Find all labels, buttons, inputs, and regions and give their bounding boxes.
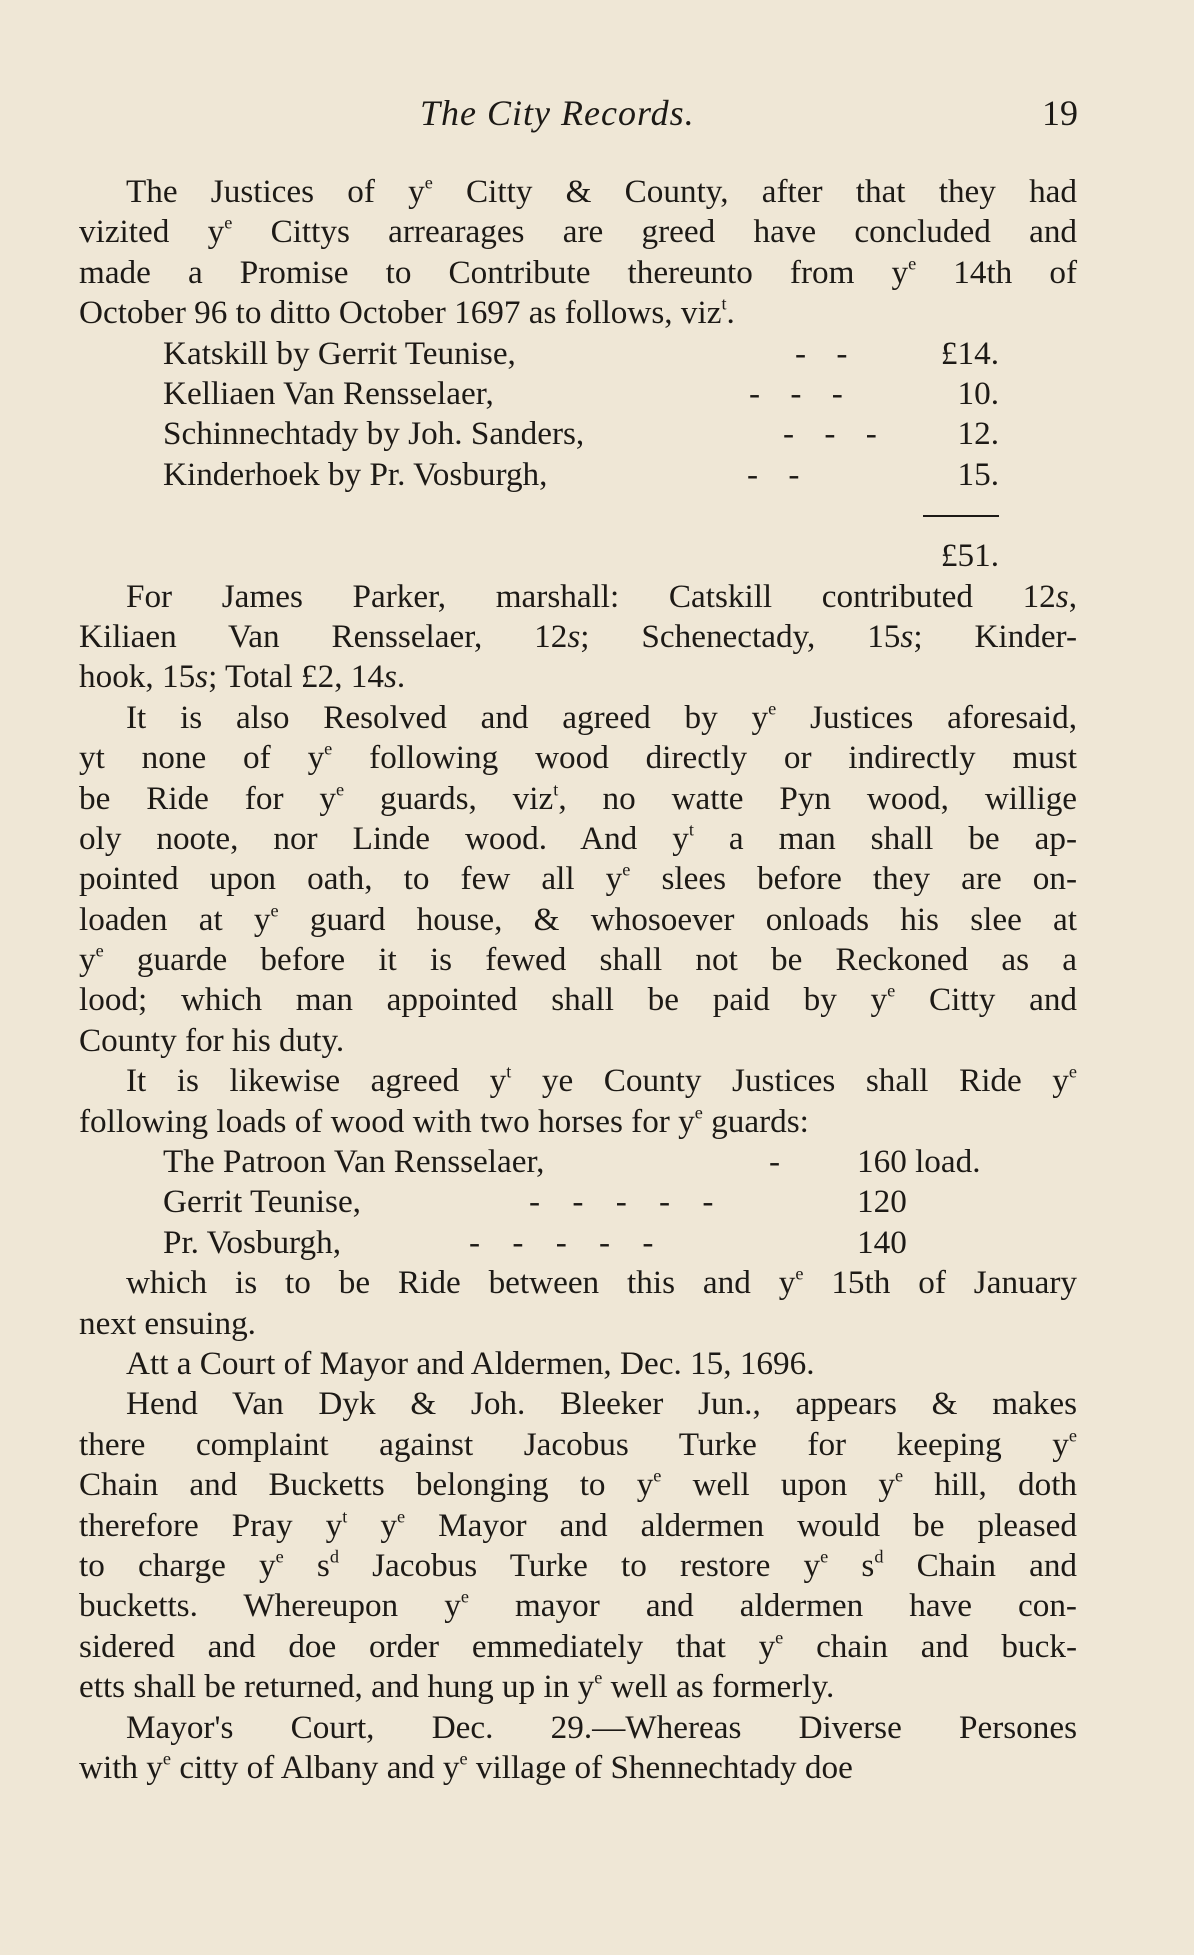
text-line: yt none of $y^e$ following wood directly or indirectly must xyxy=(79,738,1077,777)
contributions-total: £51. xyxy=(940,537,999,575)
text-line: therefore Pray $y^t$ $y^e$ Mayor and aldermen would be pleased xyxy=(79,1505,1078,1544)
contributions-list xyxy=(79,334,1077,496)
paragraph-marshall xyxy=(79,577,1077,698)
text-line: Att a Court of Mayor and Aldermen, Dec. 15, 1696. xyxy=(126,1344,815,1382)
sum-rule xyxy=(79,495,1077,536)
wood-load-amount: 140 xyxy=(857,1223,907,1261)
leader-dots: - - xyxy=(747,455,800,493)
text-line: Mayor's Court, Dec. 29.—Whereas Diverse Persones xyxy=(126,1708,1077,1746)
contribution-row xyxy=(163,414,1077,454)
wood-supplier-name: The Patroon Van Rensselaer, xyxy=(163,1143,545,1181)
leader-dots: - - - - - xyxy=(469,1223,655,1261)
text-line: next ensuing. xyxy=(79,1304,256,1342)
text-line: made a Promise to Contribute thereunto from $y^e$ 14th of xyxy=(79,253,1077,291)
contribution-amount: 15. xyxy=(957,455,999,493)
contribution-row xyxy=(163,374,1077,414)
text-line: loaden at $y^e$ guard house, & whosoever onloads his slee at xyxy=(79,899,1078,938)
text-line: pointed upon oath, to few all $y^e$ slees before they are on- xyxy=(79,859,1078,898)
text-line: sidered and doe order emmediately that $y^e$ chain and buck- xyxy=(79,1627,1077,1665)
text-line: Chain and Bucketts belonging to $y^e$ well upon $y^e$ hill, doth xyxy=(79,1465,1078,1504)
wood-supplier-name: Pr. Vosburgh, xyxy=(163,1223,341,1261)
text-line: Kiliaen Van Rensselaer, 12s; Schenectady, 15s; Kinder- xyxy=(79,617,1077,655)
paragraph-complaint xyxy=(79,1384,1077,1707)
contributor-name: Katskill by Gerrit Teunise, xyxy=(163,334,516,372)
leader-dots: - - - - - xyxy=(529,1183,715,1221)
wood-supplier-name: Gerrit Teunise, xyxy=(163,1183,361,1221)
text-line: to charge $y^e$ $s^d$ Jacobus Turke to restore $y^e$ $s^d$ Chain and xyxy=(79,1546,1078,1584)
body-text xyxy=(79,172,1077,1788)
contribution-amount: 12. xyxy=(957,415,999,453)
paragraph-court-heading xyxy=(79,1344,1077,1384)
paragraph-wood-agreement xyxy=(79,1061,1077,1142)
paragraph-wood-resolution xyxy=(79,698,1077,1062)
text-line: following loads of wood with two horses for $y^e$ guards: xyxy=(79,1101,809,1140)
leader-dots: - - - xyxy=(783,415,877,453)
wood-load-amount: 160 load. xyxy=(857,1143,981,1181)
contribution-amount: 10. xyxy=(957,374,999,412)
text-line: For James Parker, marshall: Catskill contributed 12s, xyxy=(126,577,1077,615)
text-line: It is likewise agreed $y^t$ ye County Justices shall Ride $y^e$ xyxy=(126,1061,1077,1100)
contributions-total-line xyxy=(79,536,1077,576)
paragraph-mayors-court xyxy=(79,1708,1077,1789)
paragraph-contribution-promise xyxy=(79,172,1077,334)
text-line: with $y^e$ citty of Albany and $y^e$ village of Shennechtady doe xyxy=(79,1748,853,1786)
contributor-name: Schinnechtady by Joh. Sanders, xyxy=(163,415,585,453)
text-line: there complaint against Jacobus Turke for keeping $y^e$ xyxy=(79,1425,1077,1463)
contributor-name: Kinderhoek by Pr. Vosburgh, xyxy=(163,455,548,493)
wood-load-row xyxy=(163,1182,1077,1222)
text-line: lood; which man appointed shall be paid by $y^e$ Citty and xyxy=(79,980,1078,1019)
text-line: hook, 15s; Total £2, 14s. xyxy=(79,658,406,696)
leader-dots: - - - xyxy=(749,374,843,412)
wood-load-row xyxy=(163,1223,1077,1263)
text-line: oly noote, nor Linde wood. And $y^t$ a man shall be ap- xyxy=(79,819,1077,857)
contribution-amount: £14. xyxy=(940,334,999,372)
leader-dots: - - xyxy=(795,334,848,372)
text-line: October 96 to ditto October 1697 as follows, viz$^t$. xyxy=(79,293,735,332)
contribution-row xyxy=(163,455,1077,495)
contribution-row xyxy=(163,334,1077,374)
text-line: County for his duty. xyxy=(79,1021,345,1059)
wood-load-row xyxy=(163,1142,1077,1182)
contributor-name: Kelliaen Van Rensselaer, xyxy=(163,374,494,412)
text-line: vizited $y^e$ Cittys arrearages are greed have concluded and xyxy=(79,212,1078,251)
page-number: 19 xyxy=(1042,93,1078,133)
wood-load-amount: 120 xyxy=(857,1183,907,1221)
text-line: Hend Van Dyk & Joh. Bleeker Jun., appears & makes xyxy=(126,1385,1077,1423)
text-line: etts shall be returned, and hung up in $y^e$ well as formerly. xyxy=(79,1667,835,1706)
text-line: The Justices of $y^e$ Citty & County, after that they had xyxy=(126,172,1077,210)
text-line: bucketts. Whereupon $y^e$ mayor and aldermen have con- xyxy=(79,1586,1077,1625)
text-line: which is to be Ride between this and $y^e$ 15th of January xyxy=(126,1263,1078,1302)
page-header xyxy=(0,92,1194,142)
leader-dots: - xyxy=(769,1143,782,1181)
text-line: be Ride for $y^e$ guards, viz$^t$, no watte Pyn wood, willige xyxy=(79,778,1078,817)
running-title: The City Records. xyxy=(420,93,695,133)
text-line: $y^e$ guarde before it is fewed shall not be Reckoned as a xyxy=(79,940,1077,979)
wood-loads-list xyxy=(79,1142,1077,1263)
paragraph-wood-deadline xyxy=(79,1263,1077,1344)
text-line: It is also Resolved and agreed by $y^e$ Justices aforesaid, xyxy=(126,698,1077,736)
